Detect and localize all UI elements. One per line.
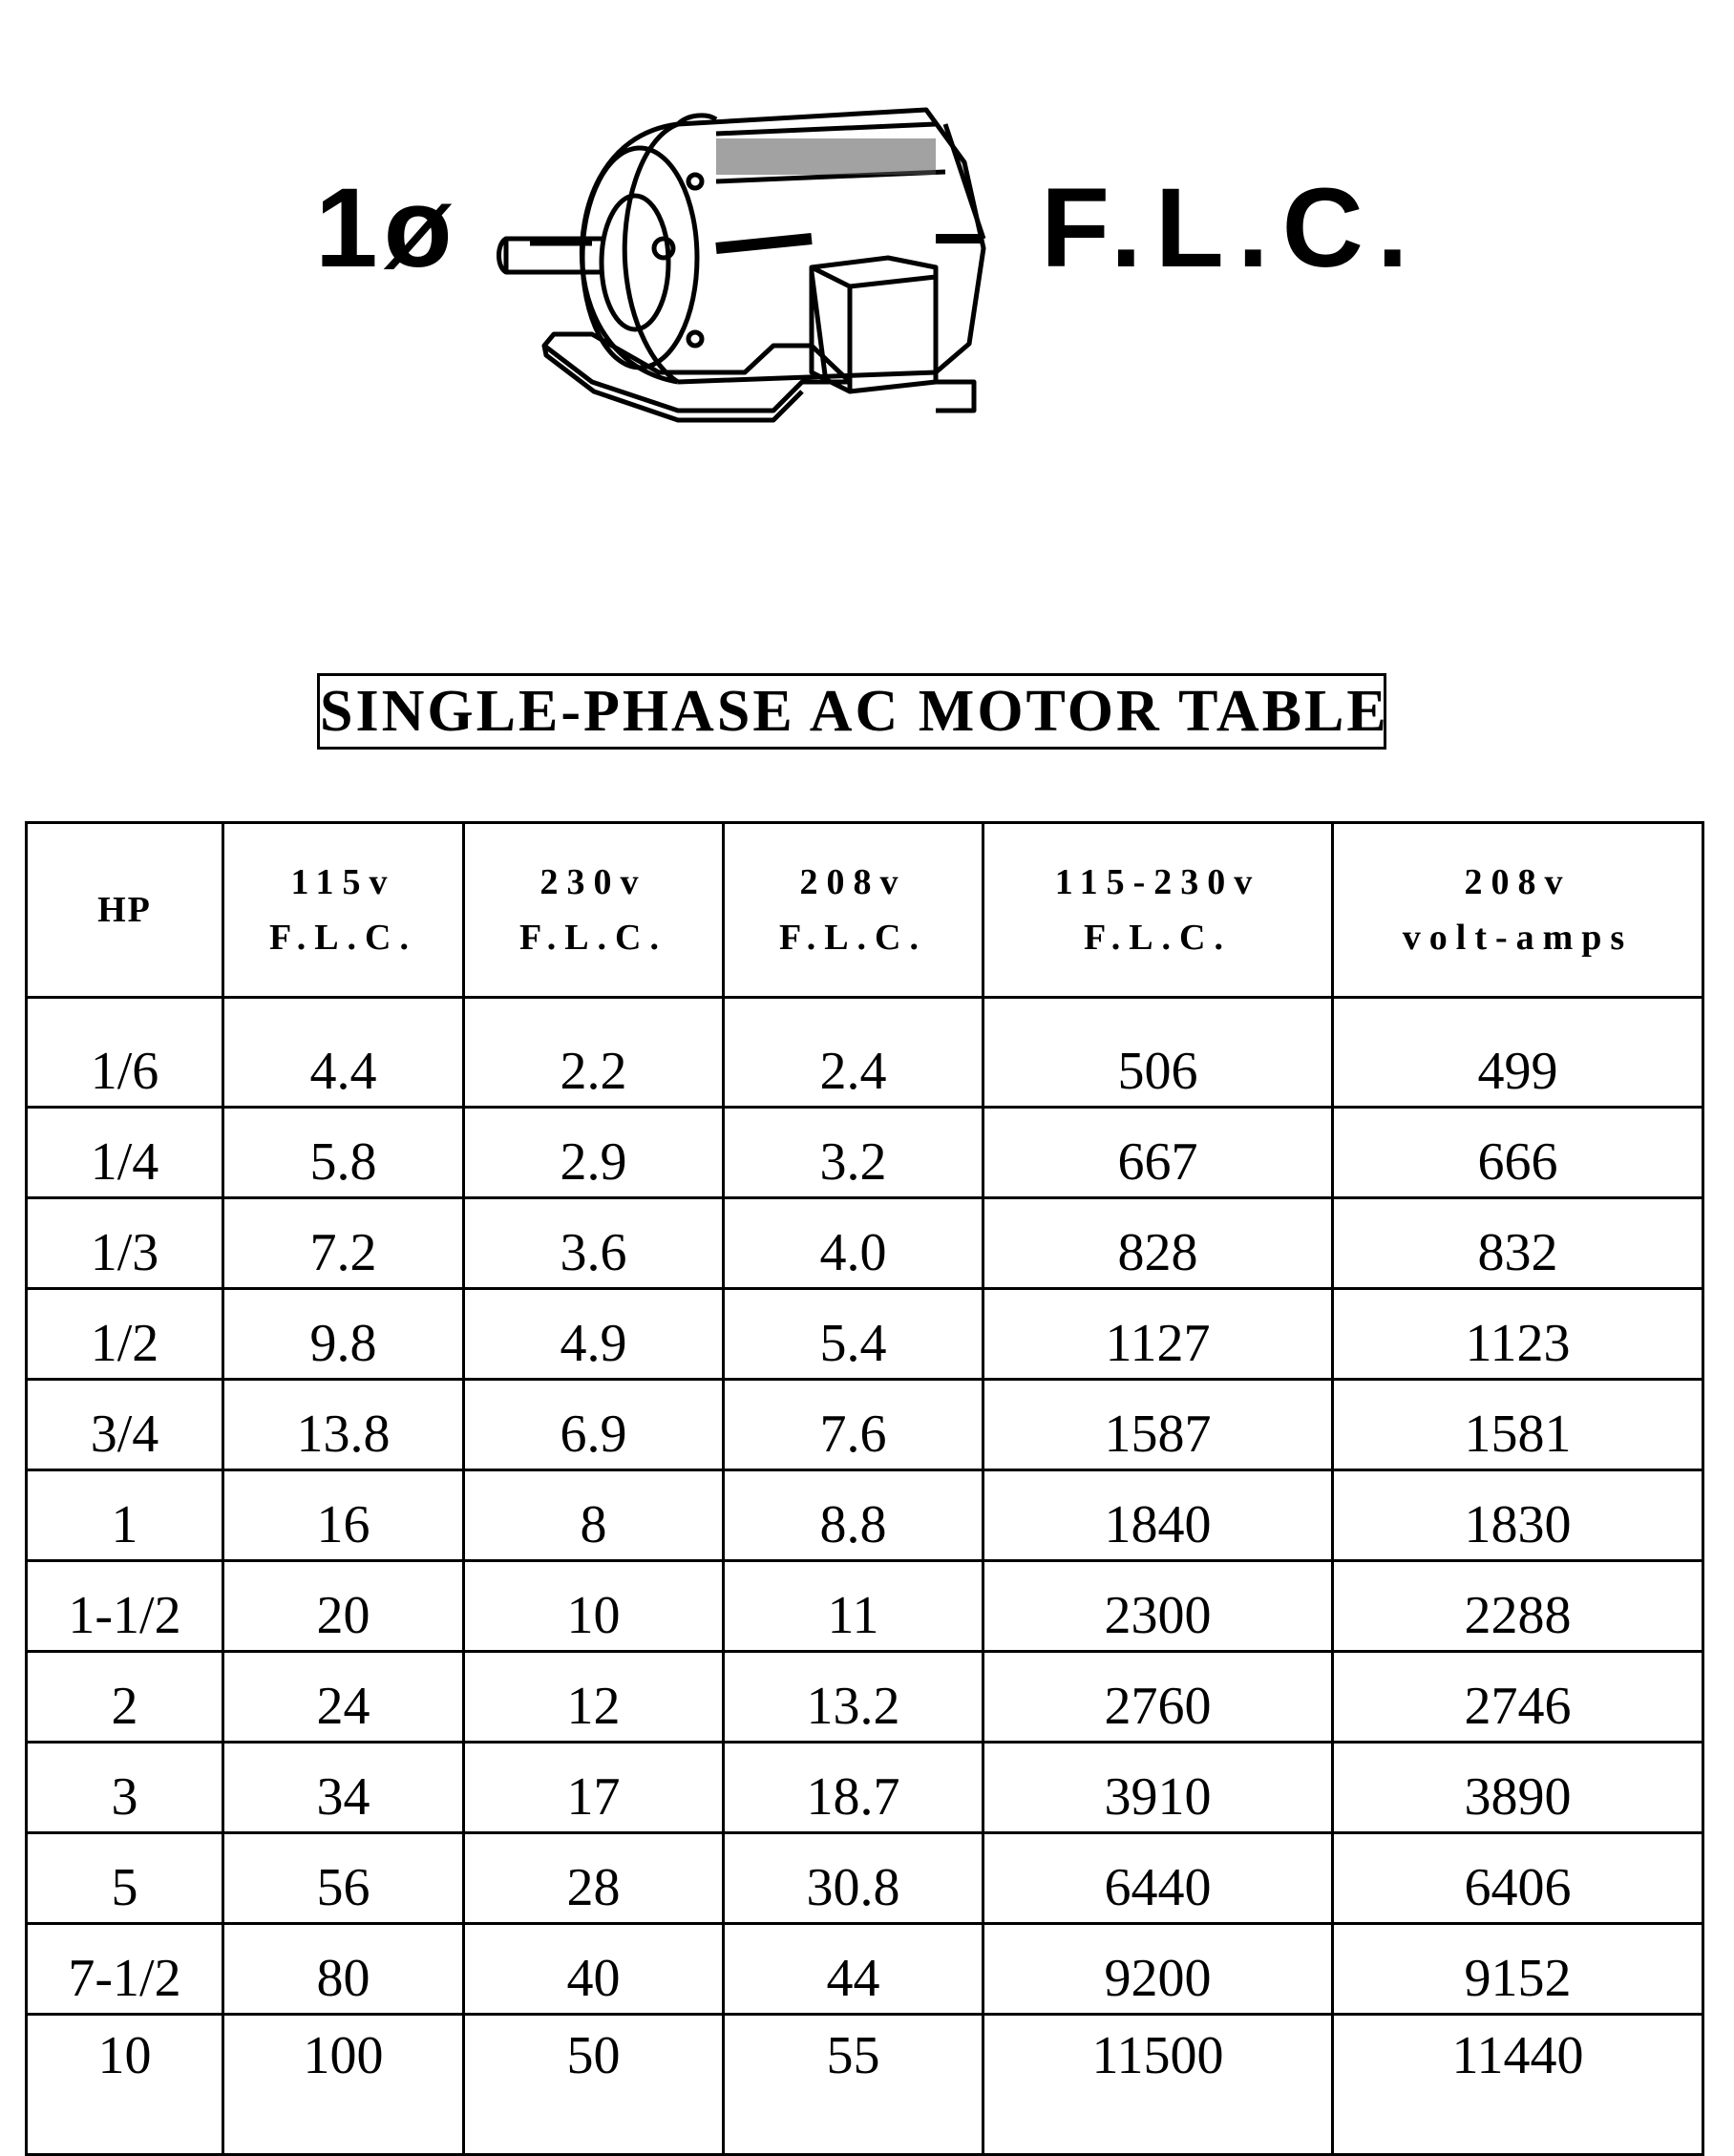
table-cell: 1/2 [27,1289,223,1380]
table-cell: 2288 [1333,1561,1703,1652]
column-header-line: 208v [1464,862,1572,902]
table-cell: 832 [1333,1198,1703,1289]
table-row [27,1470,1703,1561]
table-cell: 30.8 [724,1833,983,1924]
table-cell: 9.8 [223,1289,464,1380]
column-header-line: 208v [799,862,907,902]
table-cell: 4.4 [223,998,464,1108]
column-header-line: 230v [539,862,647,902]
table-cell: 80 [223,1924,464,2015]
table-cell: 3.6 [464,1198,724,1289]
table-row [27,998,1703,1108]
table-row [27,1652,1703,1743]
table-cell: 1/4 [27,1108,223,1198]
table-cell: 2.4 [724,998,983,1108]
table-cell: 1-1/2 [27,1561,223,1652]
column-header-line: 115-230v [1054,862,1261,902]
table-cell: 40 [464,1924,724,2015]
table-cell: 17 [464,1743,724,1833]
table-cell: 7.2 [223,1198,464,1289]
table-row [27,1198,1703,1289]
column-header-line: volt-amps [1402,918,1634,958]
column-header-line: 115v [290,862,396,902]
table-cell: 3890 [1333,1743,1703,1833]
table-cell: 4.0 [724,1198,983,1289]
table-cell: 1840 [983,1470,1333,1561]
table-cell: 5 [27,1833,223,1924]
table-cell: 11 [724,1561,983,1652]
column-header-230v [464,823,724,998]
table-cell: 1 [27,1470,223,1561]
column-header-208v [724,823,983,998]
table-row [27,1743,1703,1833]
table-cell: 1587 [983,1380,1333,1470]
table-cell: 44 [724,1924,983,2015]
column-header-line: F.L.C. [518,918,667,958]
table-cell: 9152 [1333,1924,1703,2015]
table-cell: 828 [983,1198,1333,1289]
table-cell: 3.2 [724,1108,983,1198]
table-cell: 18.7 [724,1743,983,1833]
table-cell: 1830 [1333,1470,1703,1561]
table-cell: 2746 [1333,1652,1703,1743]
table-cell: 11500 [983,2015,1333,2155]
table-row [27,1289,1703,1380]
column-header-line: HP [97,890,152,930]
table-cell: 11440 [1333,2015,1703,2155]
table-cell: 55 [724,2015,983,2155]
table-cell: 3/4 [27,1380,223,1470]
column-header-208v-volt-amps [1333,823,1703,998]
table-row [27,2015,1703,2155]
table-cell: 2760 [983,1652,1333,1743]
column-header-115-230v [983,823,1333,998]
table-cell: 1581 [1333,1380,1703,1470]
table-cell: 20 [223,1561,464,1652]
table-cell: 499 [1333,998,1703,1108]
table-cell: 1/6 [27,998,223,1108]
table-cell: 100 [223,2015,464,2155]
table-cell: 6.9 [464,1380,724,1470]
table-cell: 28 [464,1833,724,1924]
table-cell: 12 [464,1652,724,1743]
table-cell: 3910 [983,1743,1333,1833]
flc-title: F.L.C. [1041,165,1422,291]
table-cell: 2.9 [464,1108,724,1198]
table-cell: 13.2 [724,1652,983,1743]
table-cell: 24 [223,1652,464,1743]
table-cell: 3 [27,1743,223,1833]
table-cell: 8 [464,1470,724,1561]
table-cell: 666 [1333,1108,1703,1198]
table-header-row [27,823,1703,998]
table-cell: 8.8 [724,1470,983,1561]
page-header [0,0,1734,439]
table-cell: 5.8 [223,1108,464,1198]
column-header-115v [223,823,464,998]
table-row [27,1561,1703,1652]
column-header-line: F.L.C. [1083,918,1232,958]
table-row [27,1380,1703,1470]
table-cell: 50 [464,2015,724,2155]
table-title: SINGLE-PHASE AC MOTOR TABLE [317,673,1386,750]
table-cell: 13.8 [223,1380,464,1470]
motor-table [25,821,1704,2156]
table-cell: 7-1/2 [27,1924,223,2015]
table-cell: 2300 [983,1561,1333,1652]
table-row [27,1924,1703,2015]
table-cell: 506 [983,998,1333,1108]
phase-label: 1ø [315,165,458,291]
table-row [27,1108,1703,1198]
motor-illustration [487,95,1003,430]
table-cell: 2 [27,1652,223,1743]
column-header-hp [27,823,223,998]
table-cell: 2.2 [464,998,724,1108]
column-header-line: F.L.C. [778,918,927,958]
table-cell: 6406 [1333,1833,1703,1924]
column-header-line: F.L.C. [268,918,417,958]
table-cell: 6440 [983,1833,1333,1924]
table-cell: 7.6 [724,1380,983,1470]
table-cell: 10 [464,1561,724,1652]
table-cell: 1127 [983,1289,1333,1380]
table-cell: 9200 [983,1924,1333,2015]
table-cell: 34 [223,1743,464,1833]
table-cell: 56 [223,1833,464,1924]
table-row [27,1833,1703,1924]
table-cell: 10 [27,2015,223,2155]
table-cell: 667 [983,1108,1333,1198]
table-cell: 1123 [1333,1289,1703,1380]
table-cell: 4.9 [464,1289,724,1380]
table-cell: 1/3 [27,1198,223,1289]
table-cell: 16 [223,1470,464,1561]
table-cell: 5.4 [724,1289,983,1380]
